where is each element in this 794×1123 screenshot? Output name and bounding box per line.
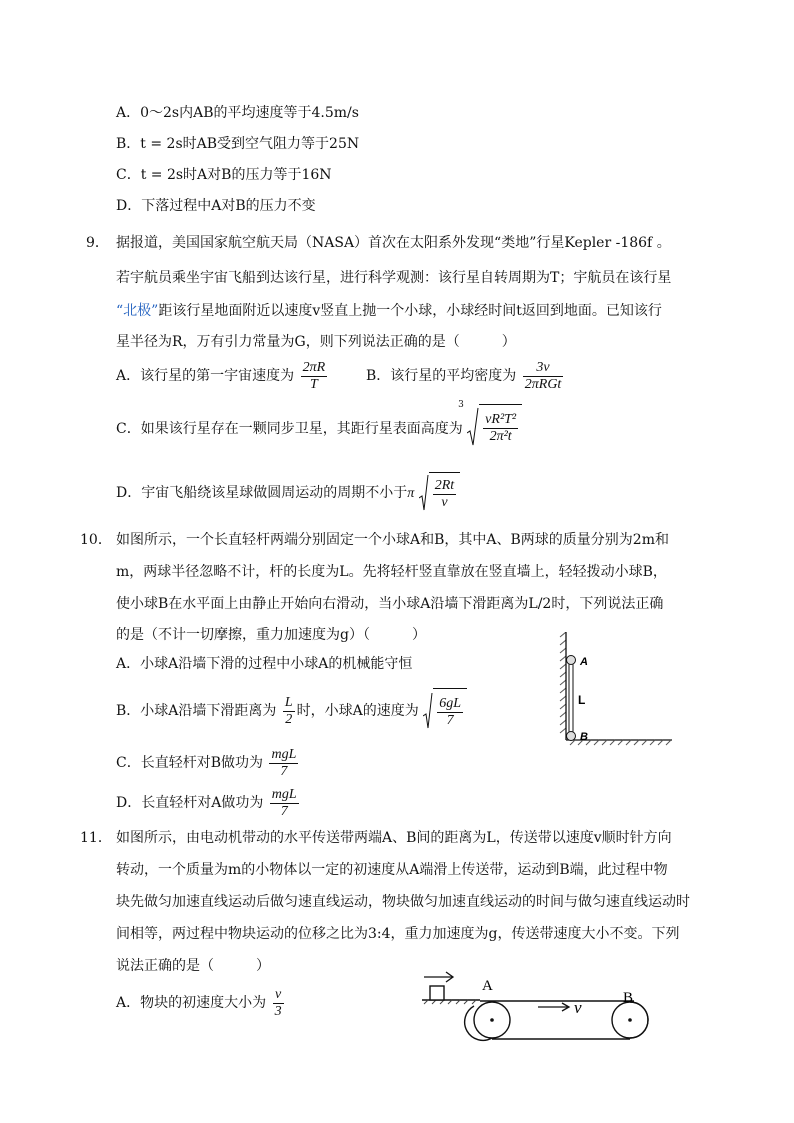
q10-option-c-denominator: 7 bbox=[280, 763, 288, 779]
q10-option-d-fraction bbox=[270, 787, 299, 820]
q9-option-a-fraction bbox=[301, 360, 328, 393]
q8-option-a: A．0～2s内AB的平均速度等于4.5m/s bbox=[116, 105, 359, 121]
q10-option-a: A．小球A沿墙下滑的过程中小球A的机械能守恒 bbox=[116, 656, 413, 672]
q9-option-a-text: A．该行星的第一宇宙速度为 bbox=[116, 368, 295, 384]
q10-number: 10． bbox=[80, 532, 112, 548]
q10-ball-b bbox=[567, 732, 576, 741]
q9-option-a-numerator: 2πR bbox=[302, 359, 326, 375]
q11-pulley-b-axle bbox=[628, 1018, 632, 1022]
q9-option-c-fraction bbox=[483, 412, 518, 445]
q9-option-b-text: B．该行星的平均密度为 bbox=[366, 368, 517, 384]
q11-label-a: A bbox=[482, 978, 493, 994]
q11-label-v: v bbox=[574, 998, 582, 1017]
q9-option-d-fraction bbox=[433, 478, 456, 511]
q10-option-b bbox=[116, 688, 467, 736]
q9-option-c bbox=[116, 400, 522, 454]
q11-figure bbox=[418, 966, 658, 1046]
q9-option-b-numerator: 3v bbox=[523, 360, 564, 377]
q11-option-a-fraction bbox=[273, 987, 284, 1020]
q11-pulley-a-axle bbox=[490, 1018, 494, 1022]
q9-option-c-cube-root bbox=[458, 400, 522, 450]
q9-line-2: 若宇航员乘坐宇宙飞船到达该行星，进行科学观测：该行星自转周期为T；宇航员在该行星 bbox=[116, 270, 672, 286]
q10-ball-a bbox=[567, 656, 576, 665]
q10-option-b-sqrt-fraction bbox=[437, 696, 463, 729]
q10-option-b-fraction-numerator: L bbox=[284, 694, 293, 710]
q10-label-a: A bbox=[580, 656, 588, 668]
q10-option-b-fraction-denominator: 2 bbox=[285, 711, 293, 727]
q9-option-a bbox=[116, 358, 329, 398]
q10-option-b-fraction bbox=[283, 695, 295, 728]
q11-option-a-text: A．物块的初速度大小为 bbox=[116, 995, 267, 1011]
q10-option-c bbox=[116, 744, 300, 784]
q9-line-3-rest: 距该行星地面附近以速度v竖直上抛一个小球，小球经时间t返回到地面。已知该行 bbox=[158, 303, 662, 319]
q10-line-1: 如图所示，一个长直轻杆两端分别固定一个小球A和B，其中A、B两球的质量分别为2m和 bbox=[116, 532, 669, 548]
q9-option-c-text: C．如果该行星存在一颗同步卫星，其距行星表面高度为 bbox=[116, 421, 463, 437]
q11-block bbox=[430, 986, 444, 1000]
q9-option-b-denominator: 2πRGt bbox=[524, 376, 562, 392]
q9-line-4: 星半径为R，万有引力常量为G，则下列说法正确的是（ ） bbox=[116, 334, 516, 350]
q11-option-a-numerator: v bbox=[273, 987, 284, 1004]
q9-option-c-radical-icon bbox=[467, 407, 479, 447]
q9-option-d-pi: π bbox=[407, 486, 415, 501]
q11-line-4: 间相等，两过程中物块运动的位移之比为3:4，重力加速度为g，传送带速度大小不变。下列 bbox=[116, 926, 680, 942]
q9-line-3 bbox=[116, 301, 662, 321]
q10-option-b-sqrt-denominator: 7 bbox=[446, 712, 454, 728]
q11-number: 11． bbox=[80, 830, 112, 846]
q9-option-c-numerator: vR²T² bbox=[485, 411, 517, 427]
q8-option-c: C．t = 2s时A对B的压力等于16N bbox=[116, 167, 332, 183]
q8-option-d: D．下落过程中A对B的压力不变 bbox=[116, 198, 316, 214]
q11-option-a bbox=[116, 984, 286, 1024]
q10-label-l: L bbox=[578, 693, 586, 707]
q9-option-d bbox=[116, 472, 460, 516]
q11-line-1: 如图所示，由电动机带动的水平传送带两端A、B间的距离为L，传送带以速度v顺时针方向 bbox=[116, 830, 672, 846]
q10-option-d bbox=[116, 784, 301, 824]
q9-option-c-root-index: 3 bbox=[458, 400, 464, 410]
q11-option-a-denominator: 3 bbox=[274, 1003, 282, 1019]
q9-option-c-denominator: 2π²t bbox=[489, 428, 512, 444]
q11-line-2: 转动，一个质量为m的小物体以一定的初速度从A端滑上传送带，运动到B端，此过程中物 bbox=[116, 862, 668, 878]
q9-option-d-sqrt bbox=[419, 472, 460, 514]
q9-north-pole-quote: “北极” bbox=[116, 303, 159, 319]
q9-option-d-numerator: 2Rt bbox=[434, 477, 455, 493]
q10-option-d-denominator: 7 bbox=[280, 803, 288, 819]
q11-line-5: 说法正确的是（ ） bbox=[116, 958, 270, 974]
q10-option-b-sqrt-numerator: 6gL bbox=[439, 695, 462, 711]
q10-option-b-text-2: 时，小球A的速度为 bbox=[296, 703, 419, 719]
q10-rod bbox=[569, 662, 573, 736]
q11-line-3: 块先做匀加速直线运动后做匀速直线运动，物块做匀加速直线运动的时间与做匀速直线运动时 bbox=[116, 894, 690, 910]
q9-number: 9． bbox=[86, 235, 109, 251]
q10-wall-hatching bbox=[560, 632, 566, 733]
q10-option-b-text-1: B．小球A沿墙下滑距离为 bbox=[116, 703, 277, 719]
q9-option-d-denominator: v bbox=[441, 494, 448, 510]
q9-option-d-text: D．宇宙飞船绕该星球做圆周运动的周期不小于 bbox=[116, 485, 408, 501]
q10-option-c-numerator: mgL bbox=[271, 746, 297, 762]
q9-option-b-fraction bbox=[523, 360, 564, 393]
q10-option-d-text: D．长直轻杆对A做功为 bbox=[116, 795, 264, 811]
q10-option-b-sqrt bbox=[423, 688, 467, 734]
q10-option-c-text: C．长直轻杆对B做功为 bbox=[116, 755, 263, 771]
q9-option-d-radical-icon bbox=[419, 474, 429, 512]
q10-option-c-fraction bbox=[269, 747, 298, 780]
q11-label-b: B bbox=[623, 990, 634, 1006]
q10-option-d-numerator: mgL bbox=[271, 786, 297, 802]
q9-option-a-denominator: T bbox=[309, 376, 318, 392]
q10-line-4: 的是（不计一切摩擦，重力加速度为g）（ ） bbox=[116, 627, 426, 643]
q10-option-b-radical-icon bbox=[423, 692, 433, 730]
q9-line-1: 据报道，美国国家航空航天局（NASA）首次在太阳系外发现“类地”行星Kepler -186f 。 bbox=[116, 235, 671, 251]
q8-option-b: B．t = 2s时AB受到空气阻力等于25N bbox=[116, 136, 360, 152]
q9-option-b bbox=[366, 358, 565, 398]
q10-label-b: B bbox=[580, 731, 588, 743]
q10-line-2: m，两球半径忽略不计，杆的长度为L。先将轻杆竖直靠放在竖直墙上，轻轻拨动小球B， bbox=[116, 564, 667, 580]
q10-figure bbox=[540, 632, 680, 752]
q10-line-3: 使小球B在水平面上由静止开始向右滑动，当小球A沿墙下滑距离为L/2时，下列说法正确 bbox=[116, 596, 664, 612]
